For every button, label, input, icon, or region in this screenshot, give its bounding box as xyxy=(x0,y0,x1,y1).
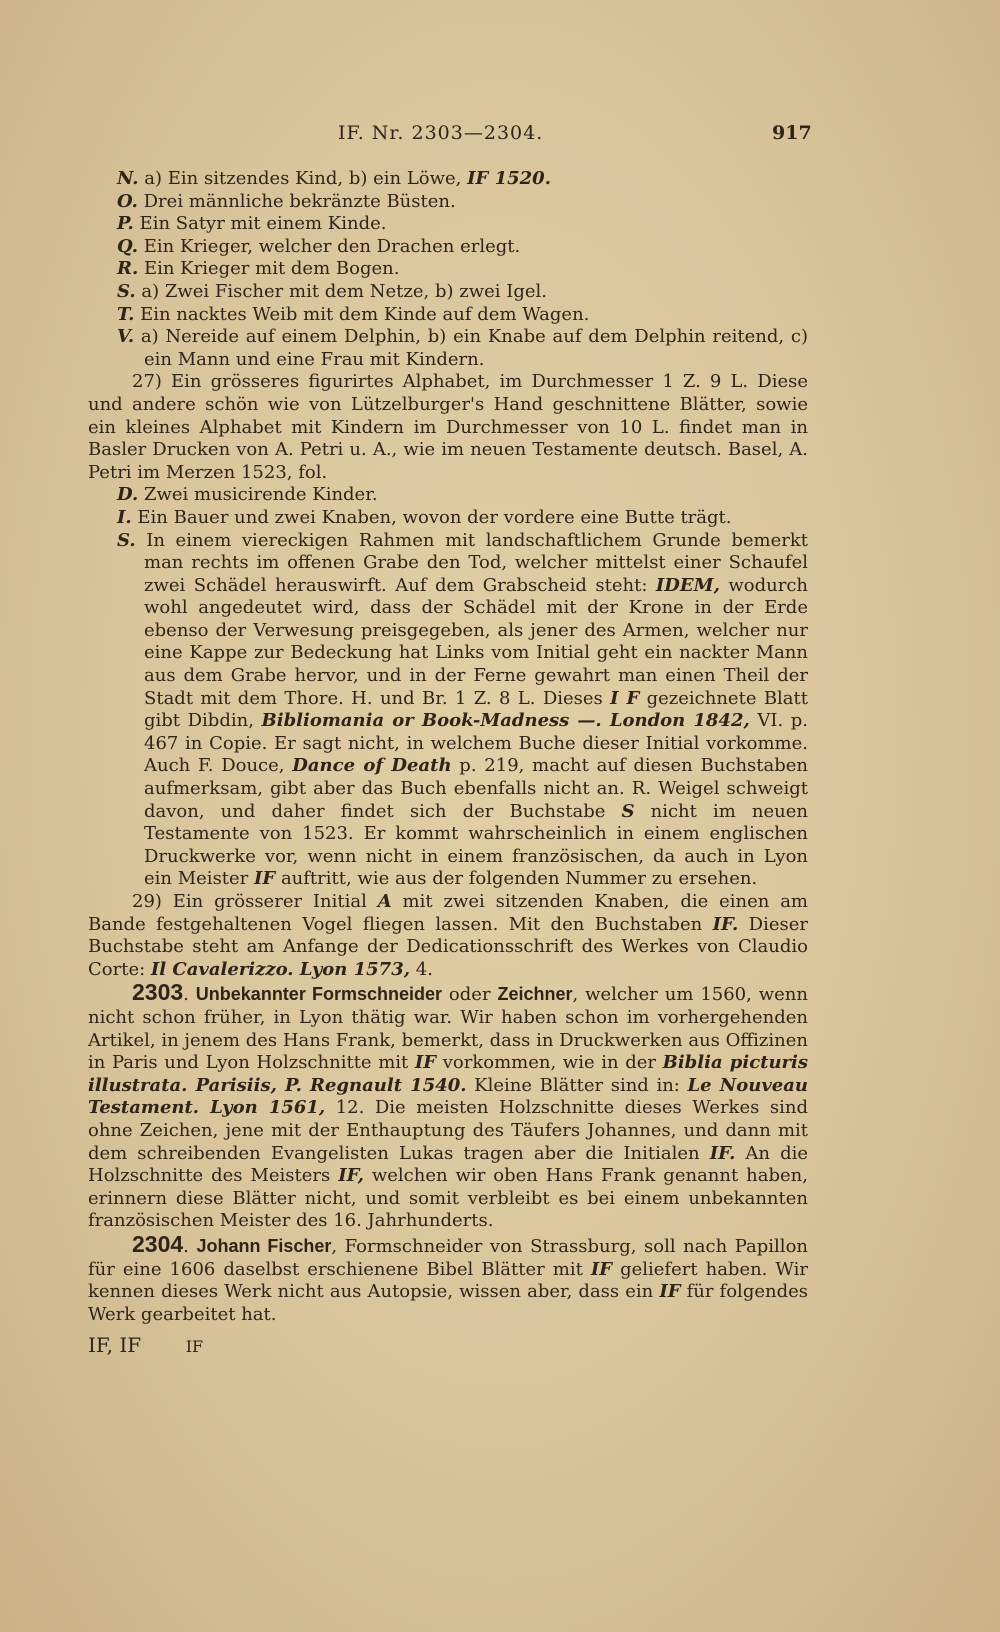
paragraph-29: 29) Ein grösserer Initial A mit zwei sitzenden Knaben, die einen am Bande festgehaltenen Vogel fliegen lassen. Mit den Buchstaben IF. Dieser Buchstabe steht am Anfange der Dedicationsschrift des Werkes von Claudio Corte: Il Cavalerizzo. Lyon 1573, 4. xyxy=(88,891,809,980)
entry-2304: 2304. Johann Fischer, Formschneider von Strassburg, soll nach Papillon für eine 1606 daselbst erschienene Bibel Blätter mit IF geliefert haben. Wir kennen dieses Werk nicht aus Autopsie, wissen aber, dass ein IF für folgendes Werk gearbeitet hat. xyxy=(88,1230,808,1325)
list-item: I. Ein Bauer und zwei Knaben, wovon der vordere eine Butte trägt. xyxy=(117,506,732,528)
entry-name: Unbekannter Formschneider xyxy=(195,984,443,1005)
header-title: IF. Nr. 2303—2304. xyxy=(338,122,544,144)
list-item: V. a) Nereide auf einem Delphin, b) ein Knabe auf dem Delphin reitend, c) ein Mann und eine Frau mit Kindern. xyxy=(117,326,808,370)
list-item: D. Zwei musicirende Kinder. xyxy=(117,484,378,506)
list-item: R. Ein Krieger mit dem Bogen. xyxy=(117,258,400,280)
paragraph-27: 27) Ein grösseres figurirtes Alphabet, im Durchmesser 1 Z. 9 L. Diese und andere schön wie von Lützelburger's Hand geschnittene Blätter, sowie ein kleines Alphabet mit Kindern im Durchmesser von 10 L. findet man in Basler Drucken von A. Petri u. A., wie im neuen Testamente deutsch. Basel, A. Petri im Merzen 1523, fol. xyxy=(88,371,808,483)
entry-2303: 2303. Unbekannter Formschneider oder Zeichner, welcher um 1560, wenn nicht schon früher, in Lyon thätig war. Wir haben schon im vorhergehenden Artikel, in jenem des Hans Frank, bemerkt, dass in Druckwerken aus Offizinen in Paris und Lyon Holzschnitte mit IF vorkommen, wie in der Biblia picturis illustrata. Parisiis, P. Regnault 1540. Kleine Blätter sind in: Le Nouveau Testament. Lyon 1561, 12. Die meisten Holzschnitte dieses Werkes sind ohne Zeichen, jene mit der Enthauptung des Täufers Johannes, und dann mit dem schreibenden Evangelisten Lukas tragen aber die Initialen IF. An die Holzschnitte des Meisters IF, welchen wir oben Hans Frank genannt haben, erinnern diese Blätter nicht, und somit verbleibt es bei einem unbekannten französischen Meister des 16. Jahrhunderts. xyxy=(88,979,809,1232)
monogram-2303: IF, IF xyxy=(88,1333,142,1358)
page-number: 917 xyxy=(772,122,812,144)
monogram-2304: IF xyxy=(185,1337,204,1357)
list-item: P. Ein Satyr mit einem Kinde. xyxy=(117,213,387,235)
list-item-s: S. In einem viereckigen Rahmen mit landschaftlichem Grunde bemerkt man rechts im offenen Grabe den Tod, welcher mittelst einer Schaufel zwei Schädel herauswirft. Auf dem Grabscheid steht: IDEM, wodurch wohl angedeutet wird, dass der Schädel mit der Krone in der Erde ebenso der Verwesung preisgegeben, als jener des Armen, welcher nur eine Kappe zur Bedeckung hat Links vom Initial geht ein nackter Mann aus dem Grabe hervor, und in der Ferne gewahrt man einen Theil der Stadt mit dem Thore. H. und Br. 1 Z. 8 L. Dieses I F gezeichnete Blatt gibt Dibdin, Bibliomania or Book-Madness —. London 1842, VI. p. 467 in Copie. Er sagt nicht, in welchem Buche dieser Initial vorkomme. Auch F. Douce, Dance of Death p. 219, macht auf diesen Buchstaben aufmerksam, gibt aber das Buch ebenfalls nicht an. R. Weigel schweigt davon, und daher findet sich der Buchstabe S nicht im neuen Testamente von 1523. Er kommt wahrscheinlich in einem englischen Druckwerke vor, wenn nicht in einem französischen, da auch in Lyon ein Meister IF auftritt, wie aus der folgenden Nummer zu ersehen. xyxy=(117,529,809,890)
list-item: Q. Ein Krieger, welcher den Drachen erlegt. xyxy=(117,235,521,257)
page-body xyxy=(88,168,808,1359)
running-header xyxy=(0,122,1000,150)
list-item: T. Ein nacktes Weib mit dem Kinde auf dem Wagen. xyxy=(117,303,590,325)
list-item: S. a) Zwei Fischer mit dem Netze, b) zwei Igel. xyxy=(117,280,548,302)
list-item: N. a) Ein sitzendes Kind, b) ein Löwe, IF 1520. xyxy=(117,168,551,189)
entry-number: 2304 xyxy=(132,1230,184,1257)
monogram-list xyxy=(88,1334,808,1359)
entry-number: 2303 xyxy=(132,979,184,1006)
list-item: O. Drei männliche bekränzte Büsten. xyxy=(117,190,456,212)
entry-name: Johann Fischer xyxy=(196,1235,332,1256)
